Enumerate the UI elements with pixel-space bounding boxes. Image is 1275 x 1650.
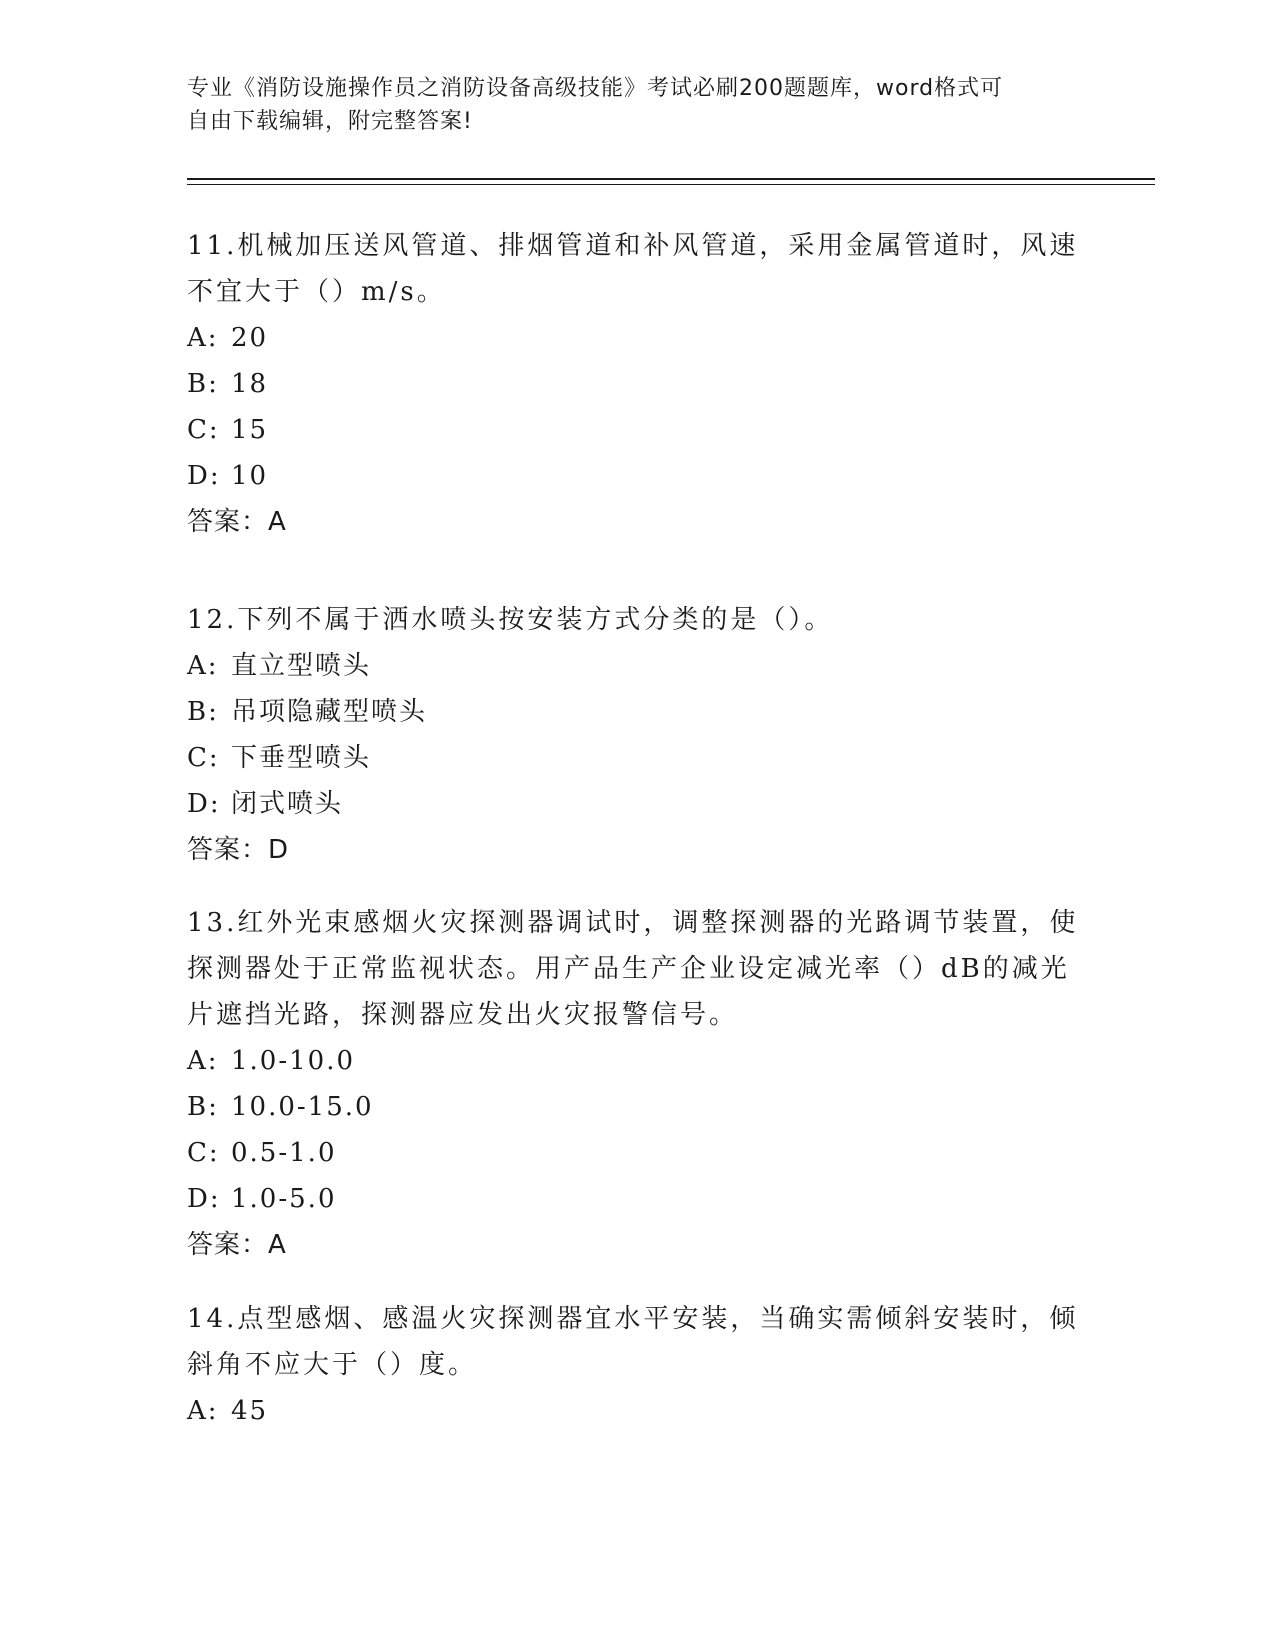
option-a xyxy=(187,1038,1087,1084)
question-stem-line: 探测器处于正常监视状态。用产品生产企业设定减光率（）dB的减光 xyxy=(187,954,1070,984)
option-b xyxy=(187,361,1087,407)
answer: 答案：A xyxy=(187,1230,287,1260)
option-c xyxy=(187,735,1087,781)
option-c xyxy=(187,407,1087,453)
question-stem-line: 不宜大于（）m/s。 xyxy=(187,277,446,307)
option-d xyxy=(187,1176,1087,1222)
option-b xyxy=(187,1084,1087,1130)
question-stem-line: 斜角不应大于（）度。 xyxy=(187,1350,478,1380)
option-text: 20 xyxy=(231,323,269,353)
option-text: 15 xyxy=(231,415,269,445)
option-b xyxy=(187,689,1087,735)
header-divider-thin xyxy=(187,184,1155,185)
question-14 xyxy=(187,1296,1087,1434)
option-key: C: xyxy=(187,743,220,773)
option-text: 1.0-10.0 xyxy=(231,1046,356,1076)
option-a xyxy=(187,643,1087,689)
option-text: 下垂型喷头 xyxy=(231,743,372,773)
option-a xyxy=(187,315,1087,361)
option-key: D: xyxy=(187,1184,221,1214)
option-key: B: xyxy=(187,1092,219,1122)
option-key: A: xyxy=(187,1396,219,1426)
question-13 xyxy=(187,900,1087,1268)
option-key: A: xyxy=(187,651,219,681)
option-d xyxy=(187,453,1087,499)
header-line-1: 专业《消防设施操作员之消防设备高级技能》考试必刷200题题库，word格式可 xyxy=(187,76,1004,101)
answer: 答案：A xyxy=(187,507,287,537)
option-key: B: xyxy=(187,697,219,727)
option-key: B: xyxy=(187,369,219,399)
question-stem xyxy=(187,597,1087,643)
question-stem-line: 11.机械加压送风管道、排烟管道和补风管道，采用金属管道时，风速 xyxy=(187,231,1079,261)
option-text: 18 xyxy=(231,369,269,399)
question-stem-line: 13.红外光束感烟火灾探测器调试时，调整探测器的光路调节装置，使 xyxy=(187,908,1079,938)
question-stem-line: 片遮挡光路，探测器应发出火灾报警信号。 xyxy=(187,1000,739,1030)
question-stem xyxy=(187,223,1087,315)
option-a xyxy=(187,1388,1087,1434)
answer: 答案：D xyxy=(187,835,290,865)
question-stem xyxy=(187,1296,1087,1388)
option-key: D: xyxy=(187,461,221,491)
question-stem-line: 12.下列不属于洒水喷头按安装方式分类的是（）。 xyxy=(187,605,834,635)
option-key: C: xyxy=(187,1138,220,1168)
option-key: C: xyxy=(187,415,220,445)
option-text: 直立型喷头 xyxy=(231,651,372,681)
option-text: 闭式喷头 xyxy=(231,789,344,819)
question-12 xyxy=(187,597,1087,873)
header-divider-thick xyxy=(187,178,1155,180)
question-11 xyxy=(187,223,1087,545)
option-c xyxy=(187,1130,1087,1176)
option-key: D: xyxy=(187,789,221,819)
option-text: 1.0-5.0 xyxy=(231,1184,337,1214)
option-key: A: xyxy=(187,1046,219,1076)
option-text: 10 xyxy=(231,461,269,491)
question-stem-line: 14.点型感烟、感温火灾探测器宜水平安装，当确实需倾斜安装时，倾 xyxy=(187,1304,1079,1334)
option-text: 45 xyxy=(231,1396,269,1426)
document-header xyxy=(187,72,1067,138)
option-text: 0.5-1.0 xyxy=(231,1138,337,1168)
option-text: 吊项隐藏型喷头 xyxy=(231,697,428,727)
option-key: A: xyxy=(187,323,219,353)
option-d xyxy=(187,781,1087,827)
question-stem xyxy=(187,900,1087,1038)
header-line-2: 自由下载编辑，附完整答案! xyxy=(187,109,473,134)
option-text: 10.0-15.0 xyxy=(231,1092,374,1122)
